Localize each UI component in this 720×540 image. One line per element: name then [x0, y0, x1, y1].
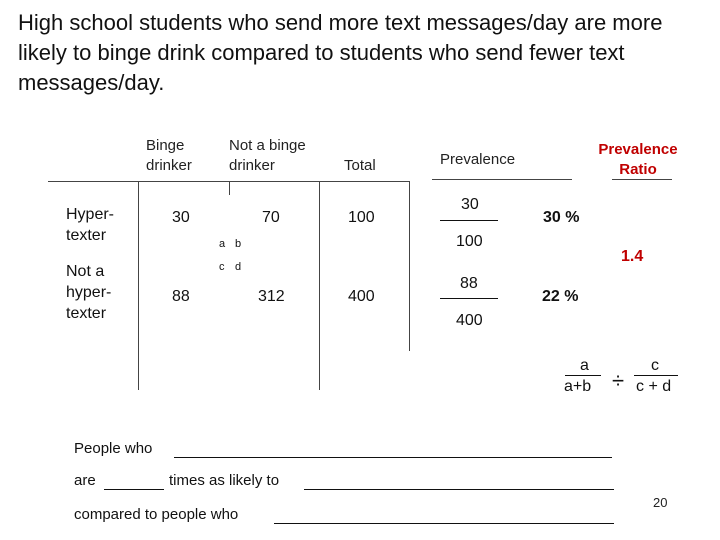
cell-a-value: 30 — [172, 209, 190, 226]
row-label-not-hypertexter — [66, 261, 111, 324]
header-binge-line2: drinker — [146, 157, 192, 174]
prevalence-header-rule — [432, 179, 572, 180]
formula-right-denominator: c + d — [636, 378, 672, 395]
fill-line-2-prefix: are — [74, 472, 96, 489]
formula-left-bar — [565, 375, 601, 376]
row2-total: 400 — [348, 288, 375, 305]
cell-d-value: 312 — [258, 288, 285, 305]
fill-line-2-blank-outcome[interactable] — [304, 489, 614, 490]
row2-label-line3: texter — [66, 305, 107, 322]
header-prevalence: Prevalence — [440, 151, 516, 168]
header-ratio-line1: Prevalence — [598, 141, 678, 158]
header-total: Total — [344, 157, 376, 174]
page-number: 20 — [653, 495, 668, 510]
row2-label-line2: hyper- — [66, 284, 112, 301]
fill-line-3-prefix: compared to people who — [74, 506, 239, 523]
header-not-binge-drinker — [229, 136, 306, 176]
binge-notbinge-divider — [229, 181, 230, 195]
formula-divide-operator: ÷ — [612, 368, 625, 393]
header-ratio-line2: Ratio — [619, 161, 657, 178]
cell-letter-b: b — [235, 238, 242, 250]
header-binge-drinker — [146, 136, 192, 176]
row1-prev-fraction-bar — [440, 220, 498, 221]
formula-right-numerator: c — [651, 357, 659, 374]
cell-c-value: 88 — [172, 288, 190, 305]
prevalence-ratio-value: 1.4 — [621, 248, 644, 265]
row2-prev-denominator: 400 — [456, 312, 483, 329]
header-notbinge-line2: drinker — [229, 157, 275, 174]
row2-label-line1: Not a — [66, 263, 105, 280]
binge-col-divider — [138, 181, 139, 390]
total-col-divider — [409, 181, 410, 351]
row-label-hypertexter — [66, 204, 114, 246]
row2-prev-numerator: 88 — [460, 275, 478, 292]
fill-line-3-blank[interactable] — [274, 523, 614, 524]
header-binge-line1: Binge — [146, 137, 185, 154]
row2-prev-percent: 22 % — [542, 288, 579, 305]
formula-left-denominator: a+b — [564, 378, 592, 395]
row1-total: 100 — [348, 209, 375, 226]
cell-b-value: 70 — [262, 209, 280, 226]
row1-label-line2: texter — [66, 227, 107, 244]
row1-prev-numerator: 30 — [461, 196, 479, 213]
row1-label-line1: Hyper- — [66, 206, 115, 223]
header-notbinge-line1: Not a binge — [229, 137, 306, 154]
row1-prev-percent: 30 % — [543, 209, 580, 226]
header-prevalence-ratio — [596, 140, 680, 180]
formula-left-numerator: a — [580, 357, 589, 374]
cell-letter-a: a — [219, 238, 226, 250]
row1-prev-denominator: 100 — [456, 233, 483, 250]
fill-line-1-blank[interactable] — [174, 457, 612, 458]
formula-right-bar — [634, 375, 678, 376]
slide-title: High school students who send more text messages/day are more likely to binge drink compared to students who send fewer text messages/day. — [18, 10, 663, 95]
cell-letter-c: c — [219, 261, 225, 273]
cell-letter-d: d — [235, 261, 242, 273]
row2-prev-fraction-bar — [440, 298, 498, 299]
fill-line-2-middle: times as likely to — [169, 472, 280, 489]
not-binge-col-divider — [319, 181, 320, 390]
fill-line-1-prefix: People who — [74, 440, 153, 457]
fill-line-2-blank-times[interactable] — [104, 489, 164, 490]
